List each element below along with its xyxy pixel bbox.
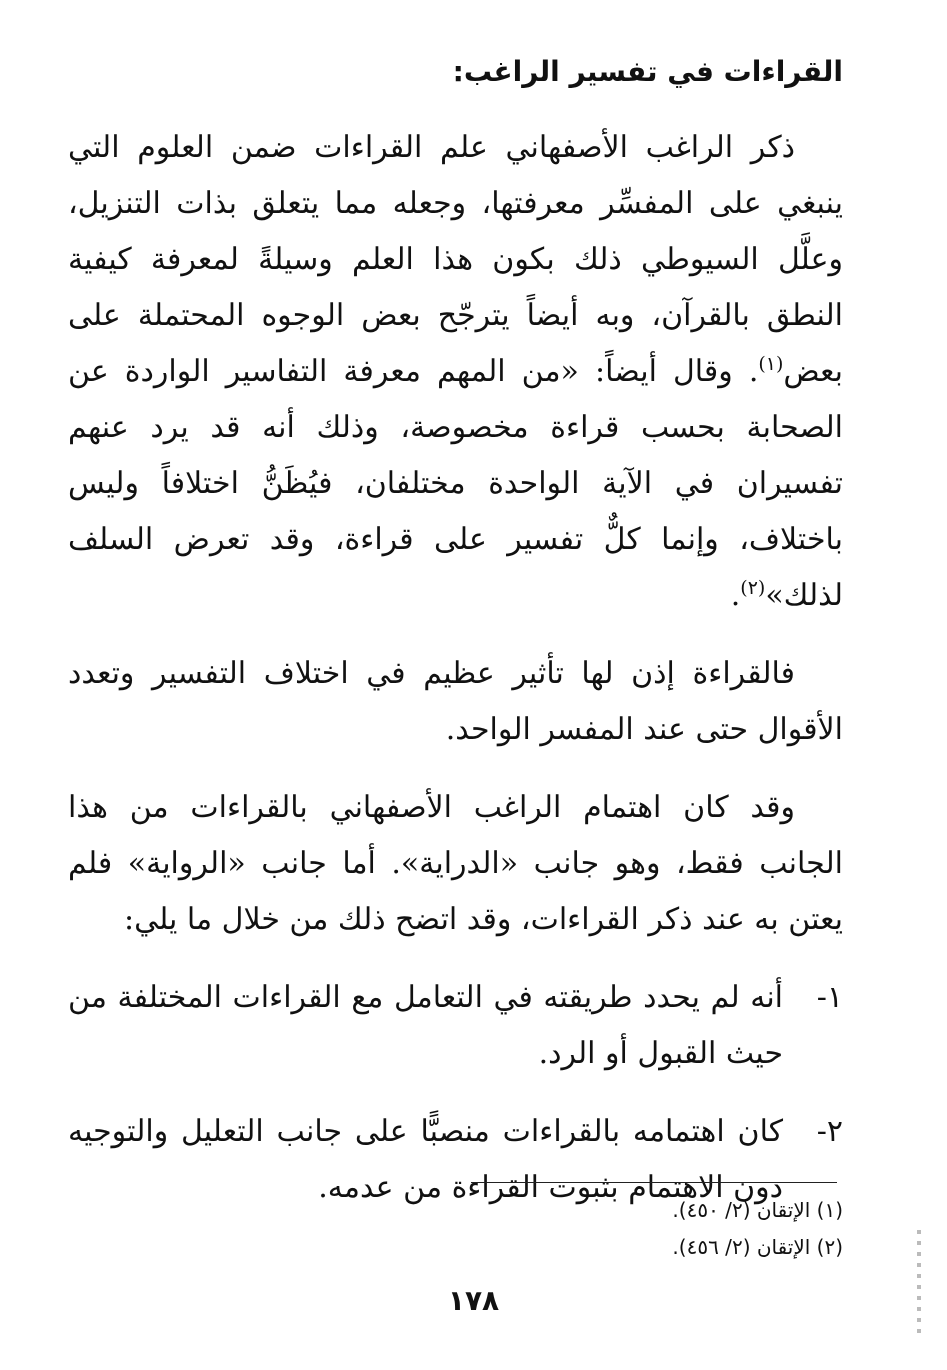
paragraph-2: فالقراءة إذن لها تأثير عظيم في اختلاف التفسير وتعدد الأقوال حتى عند المفسر الواحد.	[68, 656, 843, 747]
list-item-1-text: أنه لم يحدد طريقته في التعامل مع القراءات المختلفة من حيث القبول أو الرد.	[68, 980, 783, 1071]
paragraph-1-text-b: . وقال أيضاً: «من المهم معرفة التفاسير الواردة عن الصحابة بحسب قراءة مخصوصة، وذلك أنه قد يرد عنهم تفسيران في الآية الواحدة مختلفان، فيُظَنُّ اختلافاً وليس باختلاف، وإنما كلٌّ تفسير على قراءة، وقد تعرض السلف لذلك»	[68, 354, 843, 613]
section-heading: القراءات في تفسير الراغب:	[452, 55, 843, 88]
list-item-2-number: ٢-	[816, 1114, 843, 1149]
list-item-1-number: ١-	[816, 980, 843, 1015]
footnote-divider	[471, 1182, 837, 1183]
footnote-2: (٢) الإتقان (٢/ ٤٥٦).	[672, 1235, 843, 1259]
paragraph-3: وقد كان اهتمام الراغب الأصفهاني بالقراءات من هذا الجانب فقط، وهو جانب «الدراية». أما جانب «الرواية» فلم يعتن به عند ذكر القراءات، وقد اتضح ذلك من خلال ما يلي:	[68, 790, 843, 937]
paragraph-1-text-c: .	[730, 578, 741, 613]
footnote-ref-1[interactable]: (١)	[758, 353, 784, 375]
footnote-1: (١) الإتقان (٢/ ٤٥٠).	[672, 1198, 843, 1222]
body-text	[68, 120, 843, 1238]
page-number: ١٧٨	[447, 1284, 500, 1317]
list-item-1	[68, 970, 843, 1082]
paragraph-1-text-a: ذكر الراغب الأصفهاني علم القراءات ضمن العلوم التي ينبغي على المفسِّر معرفتها، وجعله مما يتعلق بذات التنزيل، وعلَّل السيوطي ذلك بكون هذا العلم وسيلةً لمعرفة كيفية النطق بالقرآن، وبه أيضاً يترجّح بعض الوجوه المحتملة على بعض	[68, 130, 843, 389]
paragraph-1	[68, 120, 843, 624]
list-item-2-text: كان اهتمامه بالقراءات منصبًّا على جانب التعليل والتوجيه دون الاهتمام بثبوت القراءة من عدمه.	[68, 1114, 783, 1205]
footnotes	[300, 1192, 843, 1266]
scan-edge-artifact	[917, 1230, 921, 1340]
footnote-ref-2[interactable]: (٢)	[740, 577, 766, 599]
